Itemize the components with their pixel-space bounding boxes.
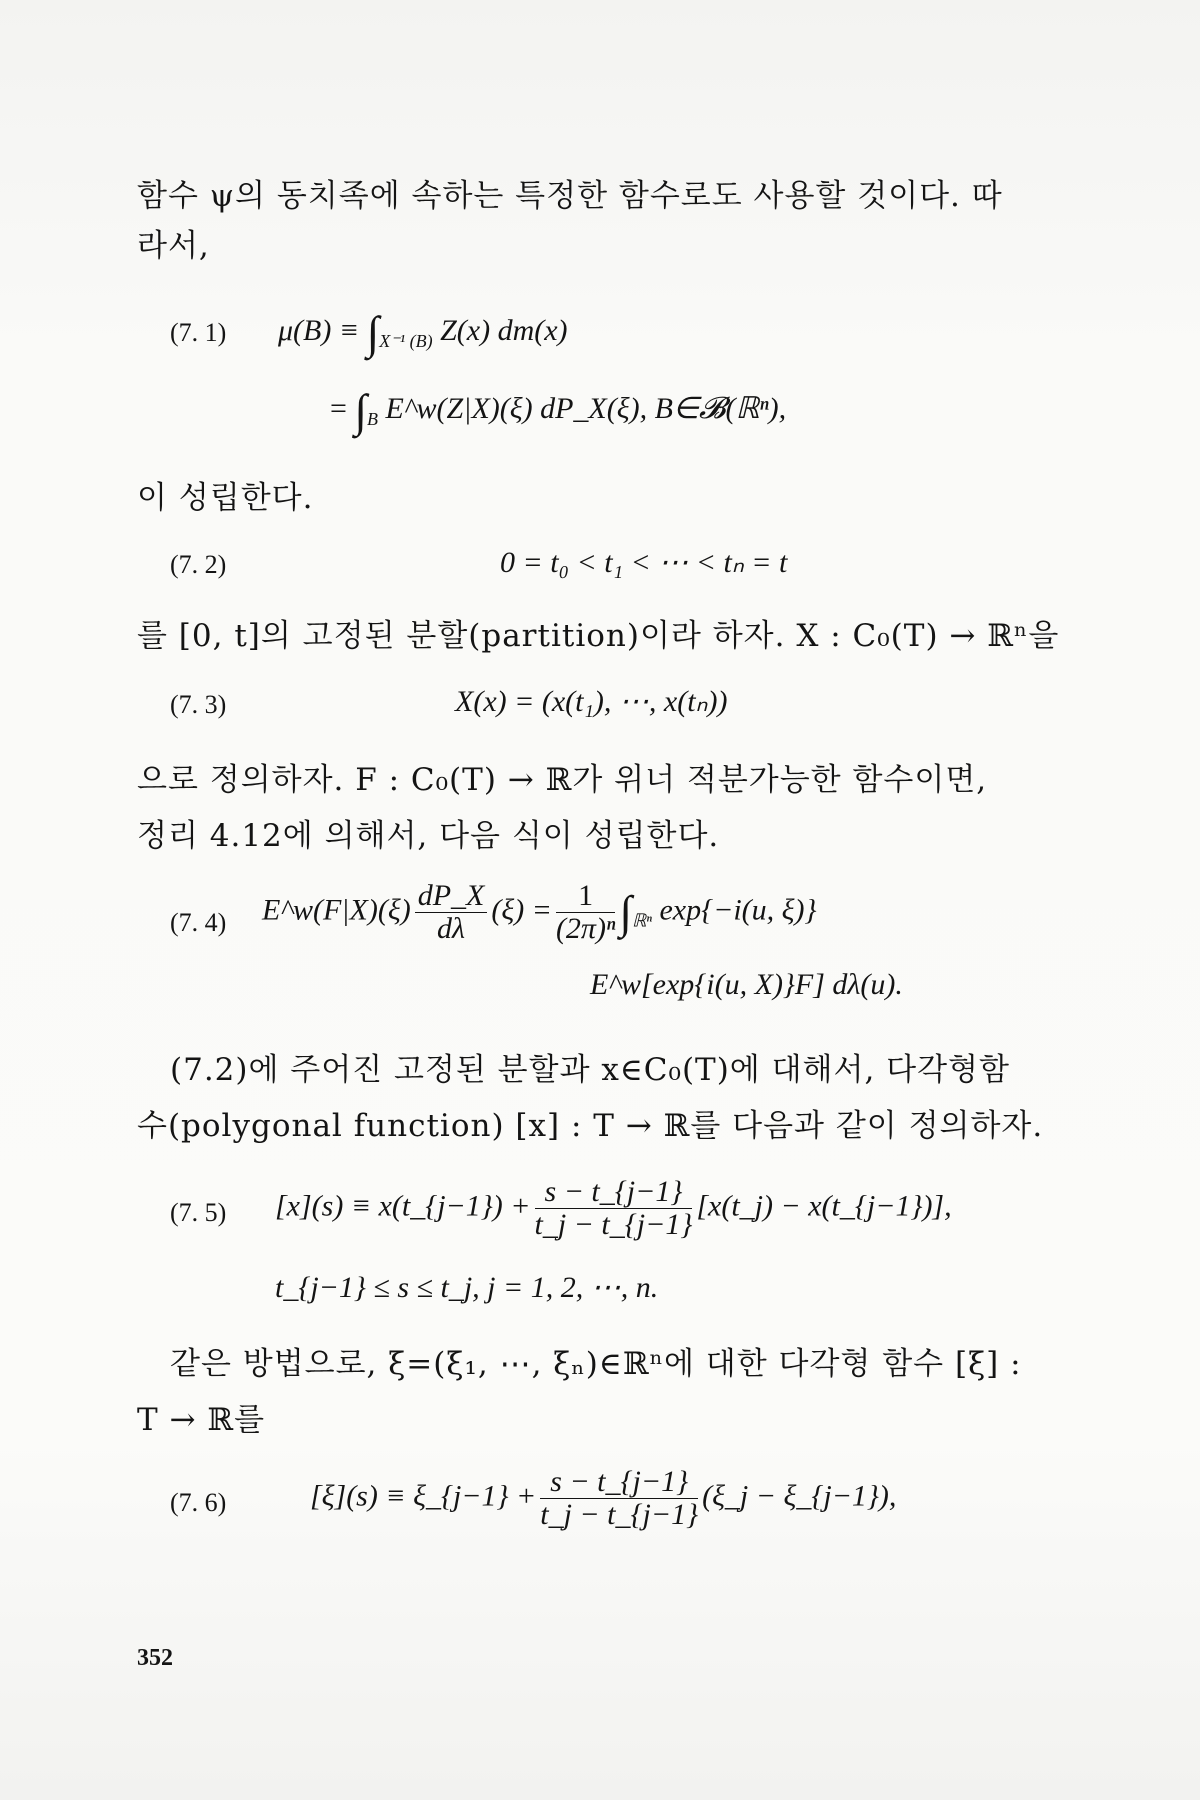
frac-2-numerator: 1 [556, 880, 615, 913]
after-7-1: 이 성립한다. [137, 480, 314, 516]
eq-7-4-rhs: exp{−i(u, ξ)} [659, 893, 817, 927]
same-method-line-2: T → ℝ를 [137, 1402, 266, 1438]
intro-line-2: 라서, [137, 228, 210, 264]
eq-7-1-line-2: = $\int_B$ E^w(Z|X)(ξ) dP_X(ξ), B∈𝓑(ℝⁿ), [330, 385, 787, 436]
frac-1-numerator: dP_X [415, 880, 488, 913]
eq-7-4-fraction-1 [415, 880, 488, 945]
eq-7-5-label: (7. 5) [170, 1198, 227, 1227]
eq-7-4-line-1 [262, 880, 816, 945]
polygonal-line-1: (7.2)에 주어진 고정된 분할과 x∈C₀(T)에 대해서, 다각형함 [170, 1052, 1010, 1088]
eq-7-1-int-sub: X⁻¹ (B) [379, 331, 433, 351]
eq-7-6-rhs: (ξ_j − ξ_{j−1}), [702, 1479, 897, 1513]
eq-7-5-line-1 [275, 1176, 952, 1241]
eq-7-6-fraction [540, 1466, 698, 1531]
eq-7-1-line-2-rhs: E^w(Z|X)(ξ) dP_X(ξ), B∈𝓑(ℝⁿ), [385, 392, 787, 425]
eq-7-6-label: (7. 6) [170, 1488, 227, 1517]
eq-7-4-int-sub: ℝⁿ [632, 910, 652, 931]
integral-sign: ∫ [366, 307, 380, 358]
eq-7-3-label: (7. 3) [170, 690, 227, 719]
frac-denominator: t_j − t_{j−1} [534, 1208, 693, 1241]
intro-line-1: 함수 ψ의 동치족에 속하는 특정한 함수로도 사용할 것이다. 따 [137, 178, 1003, 214]
eq-7-6-line [310, 1466, 896, 1531]
frac-denominator: t_j − t_{j−1} [540, 1498, 699, 1531]
page-number: 352 [137, 1645, 173, 1671]
eq-7-2-body: 0 = t₀ < t₁ < ⋯ < tₙ = t [500, 546, 788, 579]
partition-line: 를 [0, t]의 고정된 분할(partition)이라 하자. X : C₀(T) → ℝⁿ을 [137, 618, 1060, 654]
eq-7-5-rhs: [x(t_j) − x(t_{j−1})], [696, 1189, 952, 1223]
eq-7-4-lhs: E^w(F|X)(ξ) [262, 893, 411, 927]
frac-numerator: s − t_{j−1} [540, 1466, 698, 1499]
eq-7-1-lhs: μ(B) ≡ [278, 314, 367, 347]
eq-7-6-lhs: [ξ](s) ≡ ξ_{j−1} + [310, 1479, 537, 1513]
eq-7-5-line-2: t_{j−1} ≤ s ≤ t_j, j = 1, 2, ⋯, n. [275, 1271, 659, 1304]
eq-7-4-line-2: E^w[exp{i(u, X)}F] dλ(u). [590, 968, 903, 1001]
eq-7-5-fraction [535, 1176, 693, 1241]
eq-7-4-mid: (ξ) = [491, 893, 552, 927]
define-line-1: 으로 정의하자. F : C₀(T) → ℝ가 위너 적분가능한 함수이면, [137, 762, 988, 798]
eq-7-1-rhs: Z(x) dm(x) [440, 314, 568, 347]
eq-7-5-lhs: [x](s) ≡ x(t_{j−1}) + [275, 1189, 531, 1223]
same-method-line-1: 같은 방법으로, ξ=(ξ₁, ⋯, ξₙ)∈ℝⁿ에 대한 다각형 함수 [ξ] : [170, 1346, 1022, 1382]
integral-sign: ∫ [619, 886, 633, 938]
eq-7-2-label: (7. 2) [170, 550, 227, 579]
eq-7-4-label: (7. 4) [170, 908, 227, 937]
eq-7-1-label: (7. 1) [170, 318, 227, 347]
integral-sign: ∫ [354, 385, 368, 436]
polygonal-line-2: 수(polygonal function) [x] : T → ℝ를 다음과 같이 정의하자. [137, 1108, 1044, 1144]
frac-2-denominator: (2π)ⁿ [555, 912, 616, 945]
frac-1-denominator: dλ [437, 912, 466, 945]
eq-7-1-line-1 [278, 306, 568, 359]
frac-numerator: s − t_{j−1} [535, 1176, 693, 1209]
eq-7-1-int-sub-b: B [367, 409, 379, 429]
eq-7-4-fraction-2 [556, 880, 615, 945]
eq-7-3-body: X(x) = (x(t₁), ⋯, x(tₙ)) [455, 685, 728, 718]
define-line-2: 정리 4.12에 의해서, 다음 식이 성립한다. [137, 818, 720, 854]
